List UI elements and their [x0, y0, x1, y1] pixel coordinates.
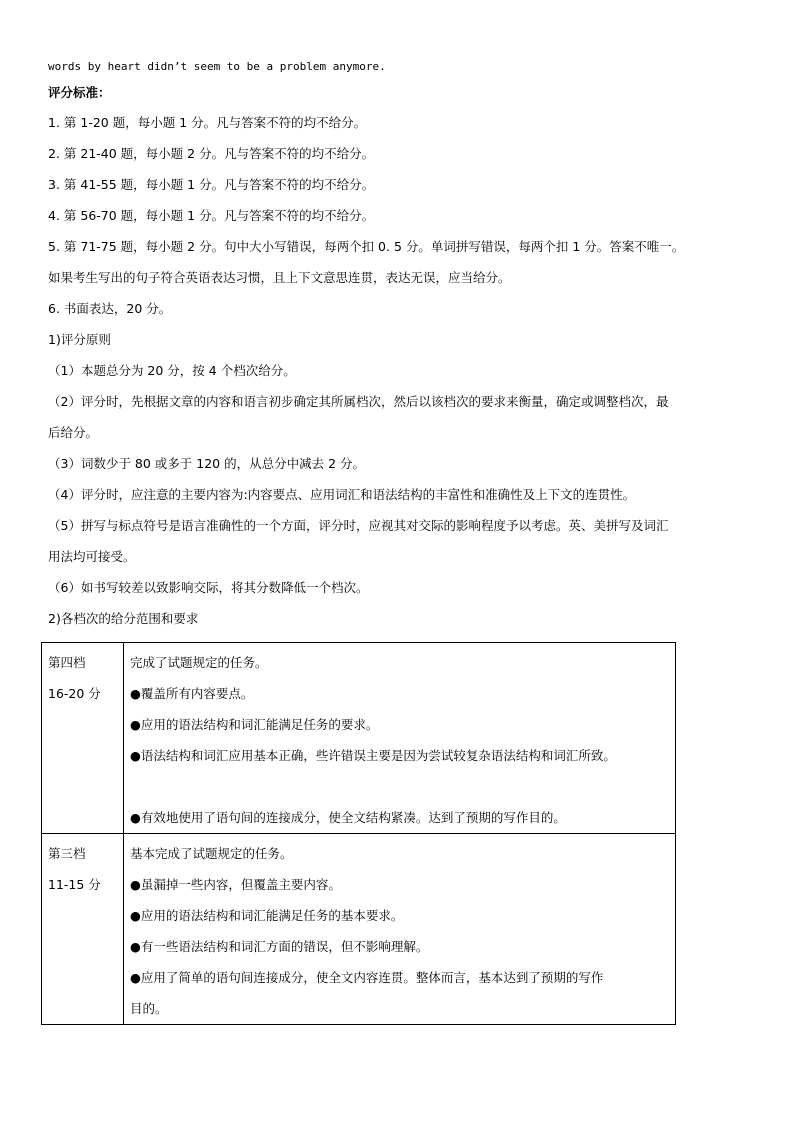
rule-3: 3. 第 41-55 题，每小题 1 分。凡与答案不符的均不给分。 — [48, 177, 375, 192]
levels-heading: 2)各档次的给分范围和要求 — [48, 611, 199, 626]
requirements-cell — [124, 834, 676, 1025]
intro-fragment: words by heart didn’t seem to be a problem anymore. — [48, 60, 386, 73]
requirement-item: ●虽漏掉一些内容，但覆盖主要内容。 — [130, 877, 341, 892]
table-row — [42, 834, 676, 1025]
scoring-heading: 评分标准： — [48, 85, 111, 100]
requirement-item: ●有效地使用了语句间的连接成分，使全文结构紧凑。达到了预期的写作目的。 — [130, 810, 566, 825]
principle-4: （4）评分时，应注意的主要内容为:内容要点、应用词汇和语法结构的丰富性和准确性及上下文的连贯性。 — [48, 487, 636, 502]
requirement-item: ●应用的语法结构和词汇能满足任务的基本要求。 — [130, 908, 404, 923]
level-name: 第四档 — [48, 655, 86, 670]
rule-6: 6. 书面表达，20 分。 — [48, 301, 172, 316]
principle-6: （6）如书写较差以致影响交际，将其分数降低一个档次。 — [48, 580, 369, 595]
level-cell — [42, 643, 124, 834]
rule-2: 2. 第 21-40 题，每小题 2 分。凡与答案不符的均不给分。 — [48, 146, 375, 161]
requirement-item: ●覆盖所有内容要点。 — [130, 686, 254, 701]
table-row — [42, 643, 676, 834]
requirement-item: 基本完成了试题规定的任务。 — [130, 846, 293, 861]
principle-2-continued: 后给分。 — [48, 425, 99, 440]
principle-5-continued: 用法均可接受。 — [48, 549, 136, 564]
principle-2: （2）评分时，先根据文章的内容和语言初步确定其所属档次，然后以该档次的要求来衡量，确定或调整档次，最 — [48, 394, 669, 409]
requirement-item: ●语法结构和词汇应用基本正确，些许错误主要是因为尝试较复杂语法结构和词汇所致。 — [130, 748, 616, 763]
requirement-item: ●应用的语法结构和词汇能满足任务的要求。 — [130, 717, 379, 732]
principle-5: （5）拼写与标点符号是语言准确性的一个方面，评分时，应视其对交际的影响程度予以考虑。英、美拼写及词汇 — [48, 518, 669, 533]
level-name: 第三档 — [48, 846, 86, 861]
principles-heading: 1)评分原则 — [48, 332, 111, 347]
requirements-cell — [124, 643, 676, 834]
requirement-item: ●应用了简单的语句间连接成分，使全文内容连贯。整体而言，基本达到了预期的写作 — [130, 970, 604, 985]
principle-1: （1）本题总分为 20 分，按 4 个档次给分。 — [48, 363, 296, 378]
level-cell — [42, 834, 124, 1025]
document-page — [48, 56, 748, 634]
levels-table — [41, 642, 676, 1025]
requirement-item: 目的。 — [130, 1001, 168, 1016]
rule-4: 4. 第 56-70 题，每小题 1 分。凡与答案不符的均不给分。 — [48, 208, 375, 223]
rule-5-continued: 如果考生写出的句子符合英语表达习惯，且上下文意思连贯，表达无误，应当给分。 — [48, 270, 511, 285]
rule-5: 5. 第 71-75 题，每小题 2 分。句中大小写错误，每两个扣 0. 5 分。单词拼写错误，每两个扣 1 分。答案不唯一。 — [48, 239, 685, 254]
level-range: 16-20 分 — [48, 686, 101, 701]
level-range: 11-15 分 — [48, 877, 101, 892]
requirement-item: ●有一些语法结构和词汇方面的错误，但不影响理解。 — [130, 939, 429, 954]
principle-3: （3）词数少于 80 或多于 120 的，从总分中减去 2 分。 — [48, 456, 366, 471]
requirement-item: 完成了试题规定的任务。 — [130, 655, 268, 670]
rule-1: 1. 第 1-20 题，每小题 1 分。凡与答案不符的均不给分。 — [48, 115, 367, 130]
